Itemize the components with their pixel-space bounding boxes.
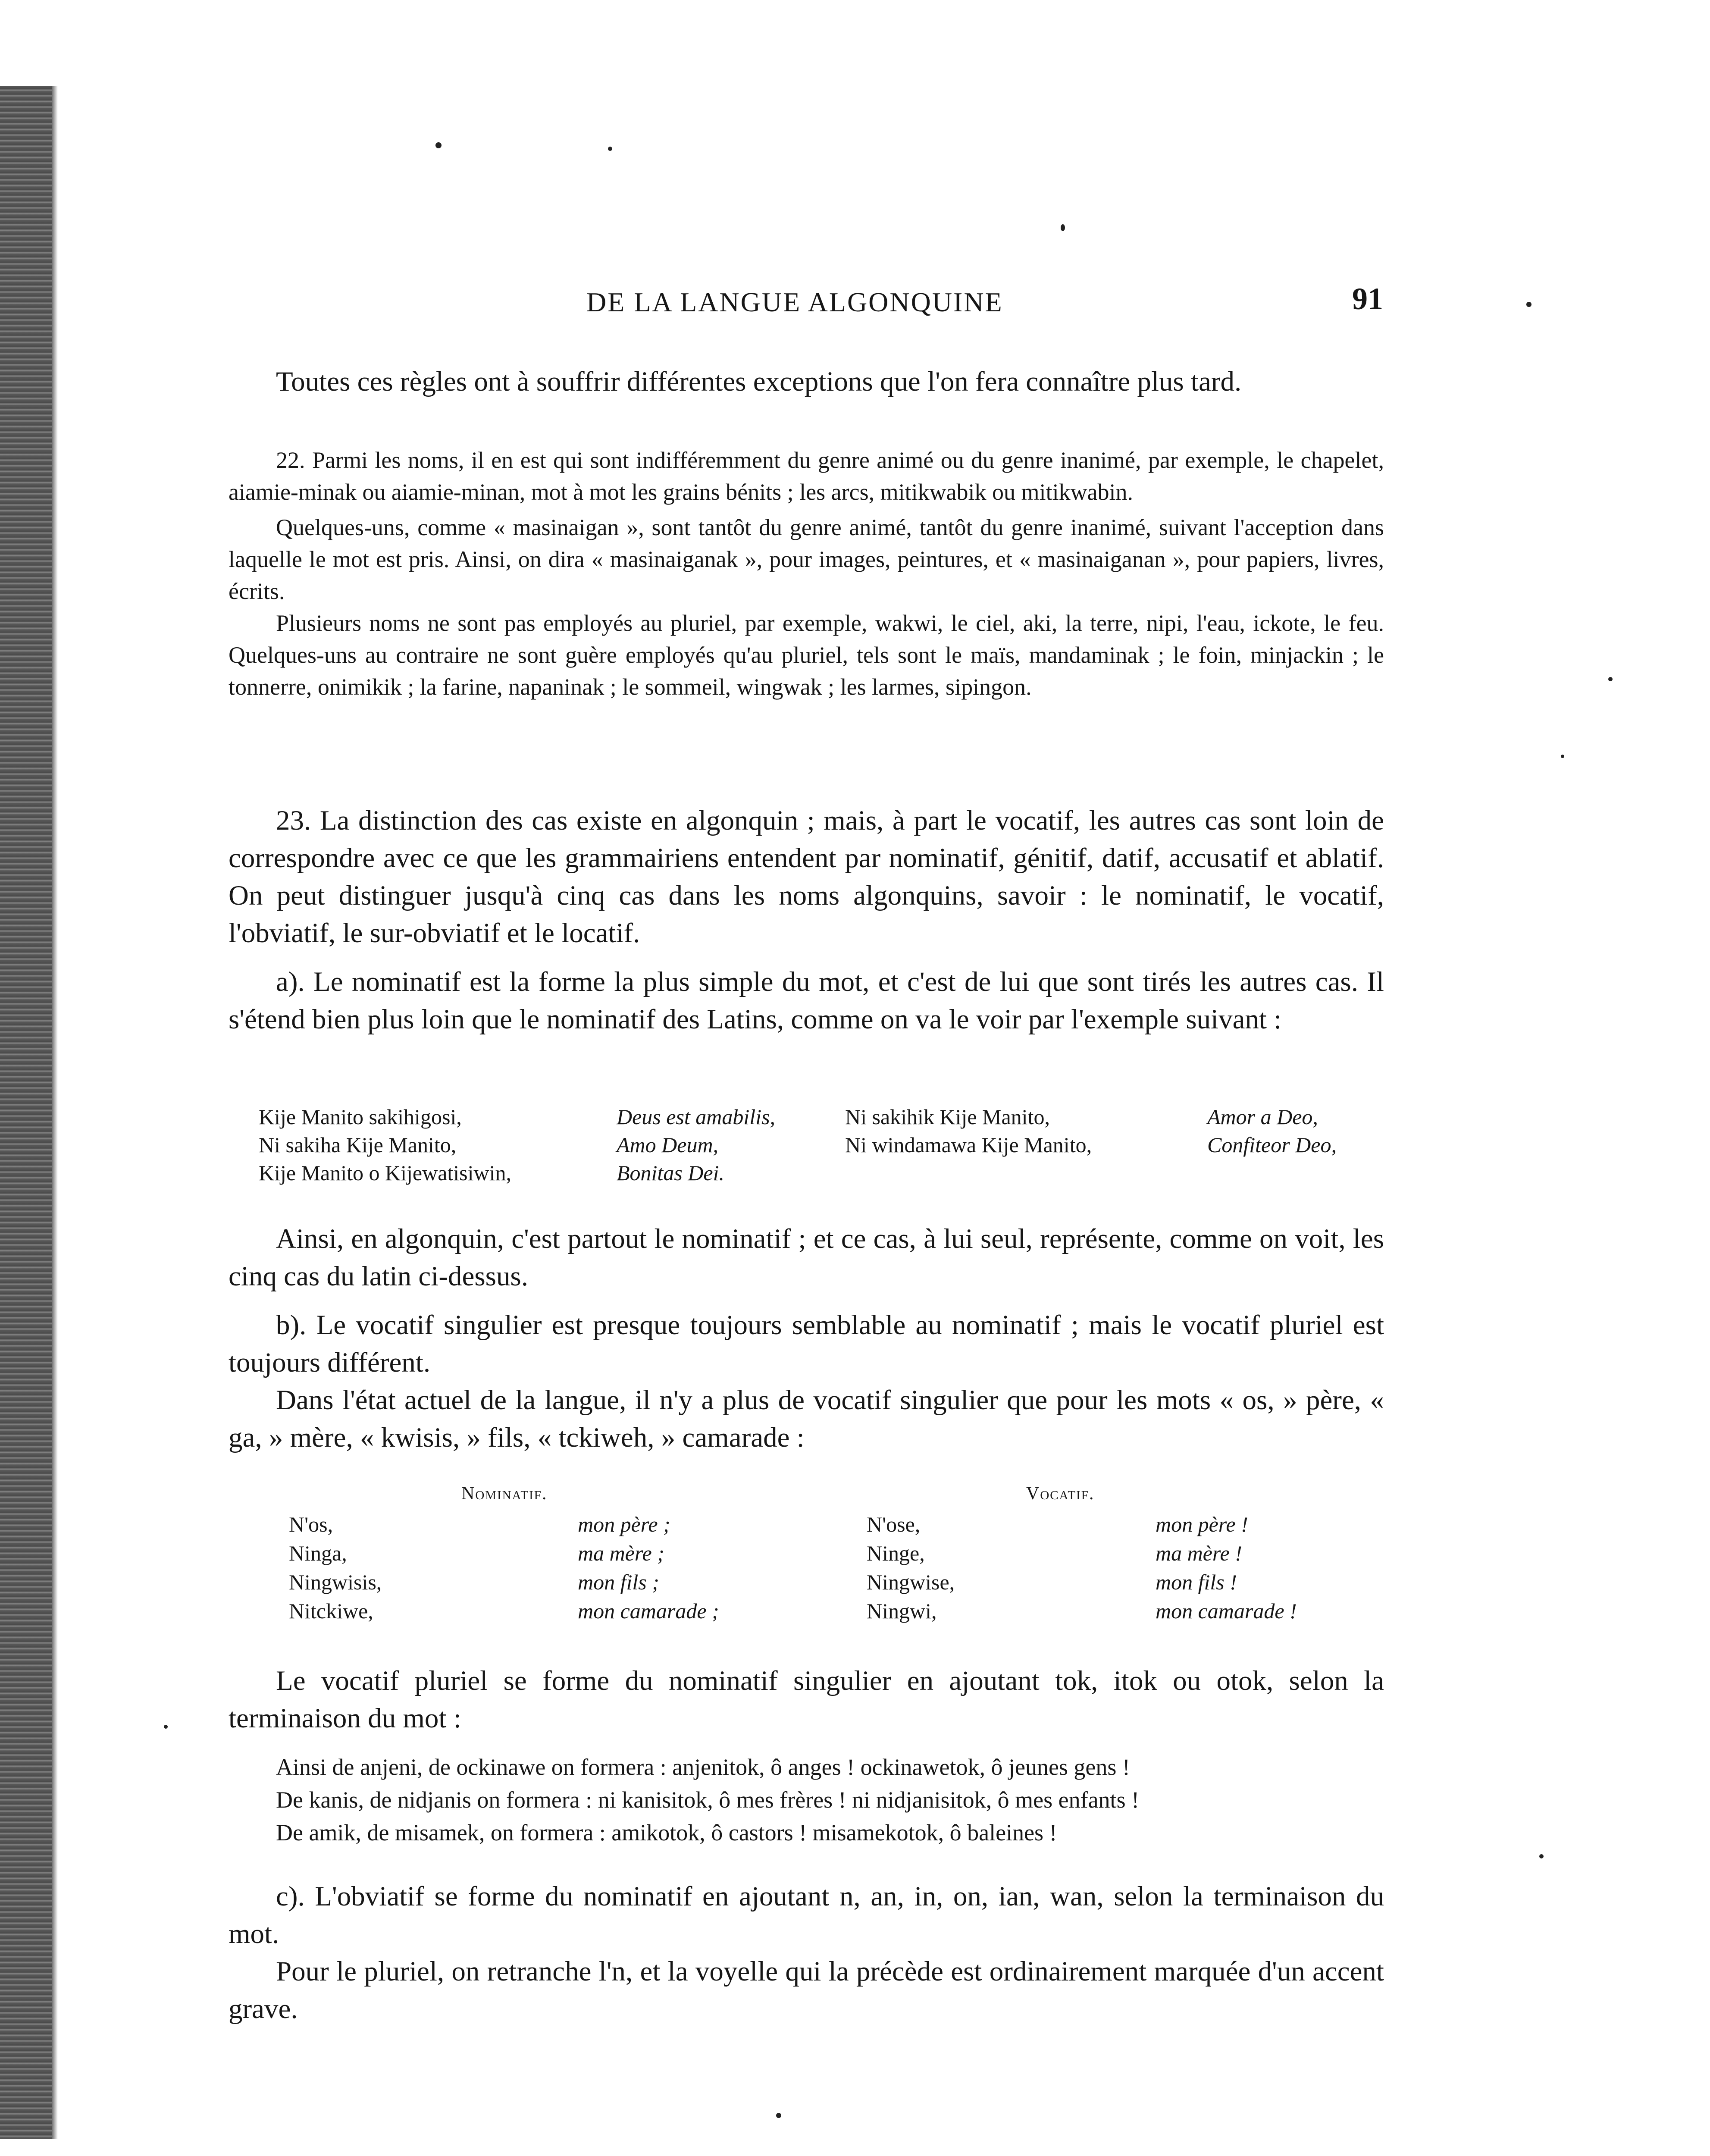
- plural-examples: [276, 1751, 1380, 1849]
- s23-paragraph-1: 23. La distinction des cas existe en algonquin ; mais, à part le vocatif, les autres cas sont loin de correspondre avec ce que les grammairiens entendent par nominatif, génitif, datif, accusatif et ablatif. On peut distinguer jusqu'à cinq cas dans les noms algonquins, savoir : le nominatif, le vocatif, l'obviatif, le sur-obviatif et le locatif.: [229, 805, 1384, 949]
- voc-cell: Ningwi,: [867, 1599, 937, 1623]
- scan-speck: [1061, 224, 1065, 231]
- example-cell: Amor a Deo,: [1207, 1105, 1318, 1129]
- section-22: [229, 444, 1384, 703]
- vocatif-label: Vocatif.: [1026, 1484, 1095, 1504]
- scan-speck: [608, 147, 612, 151]
- example-cell: Bonitas Dei.: [617, 1161, 724, 1185]
- plural-example-line: De amik, de misamek, on formera : amikotok, ô castors ! misamekotok, ô baleines !: [276, 1820, 1057, 1846]
- section-23: [229, 802, 1384, 1038]
- voc-cell: mon camarade !: [1156, 1599, 1297, 1623]
- s22-paragraph-1: 22. Parmi les noms, il en est qui sont indifféremment du genre animé ou du genre inanimé, par exemple, le chapelet, aiamie-minak ou aiamie-minan, mot à mot les grains bénits ; les arcs, mitikwabik ou mitikwabin.: [229, 447, 1384, 505]
- voc-cell: Nitckiwe,: [289, 1599, 373, 1623]
- voc-cell: ma mère ;: [578, 1541, 664, 1565]
- s22-paragraph-3: Plusieurs noms ne sont pas employés au pluriel, par exemple, wakwi, le ciel, aki, la terre, nipi, l'eau, ickote, le feu. Quelques-uns au contraire ne sont guère employés qu'au pluriel, tels sont le maïs, mandaminak ; le foin, minjackin ; le tonnerre, onimikik ; la farine, napaninak ; le sommeil, wingwak ; les larmes, sipingon.: [229, 610, 1384, 700]
- book-binding-shadow: [0, 86, 52, 2139]
- voc-cell: N'ose,: [867, 1512, 921, 1536]
- scan-speck: [164, 1725, 168, 1729]
- s23-after-examples: Ainsi, en algonquin, c'est partout le nominatif ; et ce cas, à lui seul, représente, comme on voit, les cinq cas du latin ci-dessus.: [229, 1223, 1384, 1292]
- plural-example-line: De kanis, de nidjanis on formera : ni kanisitok, ô mes frères ! ni nidjanisitok, ô mes enfants !: [276, 1787, 1140, 1813]
- plural-intro: Le vocatif pluriel se forme du nominatif singulier en ajoutant tok, itok ou otok, selon la terminaison du mot :: [229, 1665, 1384, 1734]
- example-cell: Kije Manito sakihigosi,: [259, 1105, 462, 1129]
- s23-paragraph-b: b). Le vocatif singulier est presque toujours semblable au nominatif ; mais le vocatif pluriel est toujours différent.: [229, 1310, 1384, 1378]
- voc-cell: Ningwise,: [867, 1570, 955, 1594]
- page-number: 91: [1352, 282, 1383, 316]
- voc-cell: mon fils ;: [578, 1570, 659, 1594]
- plural-example-line: Ainsi de anjeni, de ockinawe on formera : anjenitok, ô anges ! ockinawetok, ô jeunes gens !: [276, 1754, 1130, 1780]
- voc-cell: ma mère !: [1156, 1541, 1242, 1565]
- voc-cell: mon père ;: [578, 1512, 670, 1536]
- example-cell: Ni sakihik Kije Manito,: [845, 1105, 1050, 1129]
- scan-speck: [1608, 677, 1613, 681]
- s23-paragraph-a: a). Le nominatif est la forme la plus simple du mot, et c'est de lui que sont tirés les autres cas. Il s'étend bien plus loin que le nominatif des Latins, comme on va le voir par l'exemple suivant :: [229, 966, 1384, 1035]
- example-cell: Amo Deum,: [617, 1133, 719, 1157]
- s23-paragraph-c2: Pour le pluriel, on retranche l'n, et la voyelle qui la précède est ordinairement marquée d'un accent grave.: [229, 1956, 1384, 2024]
- example-cell: Ni windamawa Kije Manito,: [845, 1133, 1092, 1157]
- scan-speck: [1526, 302, 1531, 307]
- voc-cell: mon fils !: [1156, 1570, 1237, 1594]
- plural-intro-block: [229, 1662, 1384, 1737]
- scan-speck: [435, 142, 442, 148]
- binding-edge: [52, 86, 58, 2139]
- intro-block: [229, 363, 1384, 401]
- scan-speck: [1539, 1854, 1544, 1858]
- s22-paragraph-2: Quelques-uns, comme « masinaigan », sont tantôt du genre animé, tantôt du genre inanimé, suivant l'acception dans laquelle le mot est pris. Ainsi, on dira « masinaiganak », pour images, peintures, et « masinaiganan », pour papiers, livres, écrits.: [229, 514, 1384, 604]
- example-cell: Confiteor Deo,: [1207, 1133, 1337, 1157]
- example-cell: Kije Manito o Kijewatisiwin,: [259, 1161, 512, 1185]
- scan-speck: [776, 2113, 781, 2118]
- voc-cell: Ninga,: [289, 1541, 347, 1565]
- intro-paragraph: Toutes ces règles ont à souffrir différentes exceptions que l'on fera connaître plus tard.: [276, 366, 1242, 397]
- voc-cell: N'os,: [289, 1512, 333, 1536]
- example-cell: Deus est amabilis,: [617, 1105, 776, 1129]
- voc-cell: mon camarade ;: [578, 1599, 719, 1623]
- voc-cell: mon père !: [1156, 1512, 1248, 1536]
- voc-cell: Ninge,: [867, 1541, 925, 1565]
- s23-paragraph-c: c). L'obviatif se forme du nominatif en ajoutant n, an, in, on, ian, wan, selon la terminaison du mot.: [229, 1881, 1384, 1949]
- voc-cell: Ningwisis,: [289, 1570, 382, 1594]
- scan-speck: [1561, 755, 1564, 758]
- section-23-cont: [229, 1220, 1384, 1457]
- running-head: DE LA LANGUE ALGONQUINE: [586, 287, 1003, 317]
- s23-paragraph-b2: Dans l'état actuel de la langue, il n'y a plus de vocatif singulier que pour les mots « os, » père, « ga, » mère, « kwisis, » fils, « tckiweh, » camarade :: [229, 1385, 1384, 1453]
- nominatif-label: Nominatif.: [461, 1484, 548, 1504]
- example-cell: Ni sakiha Kije Manito,: [259, 1133, 457, 1157]
- section-23-c: [229, 1878, 1384, 2028]
